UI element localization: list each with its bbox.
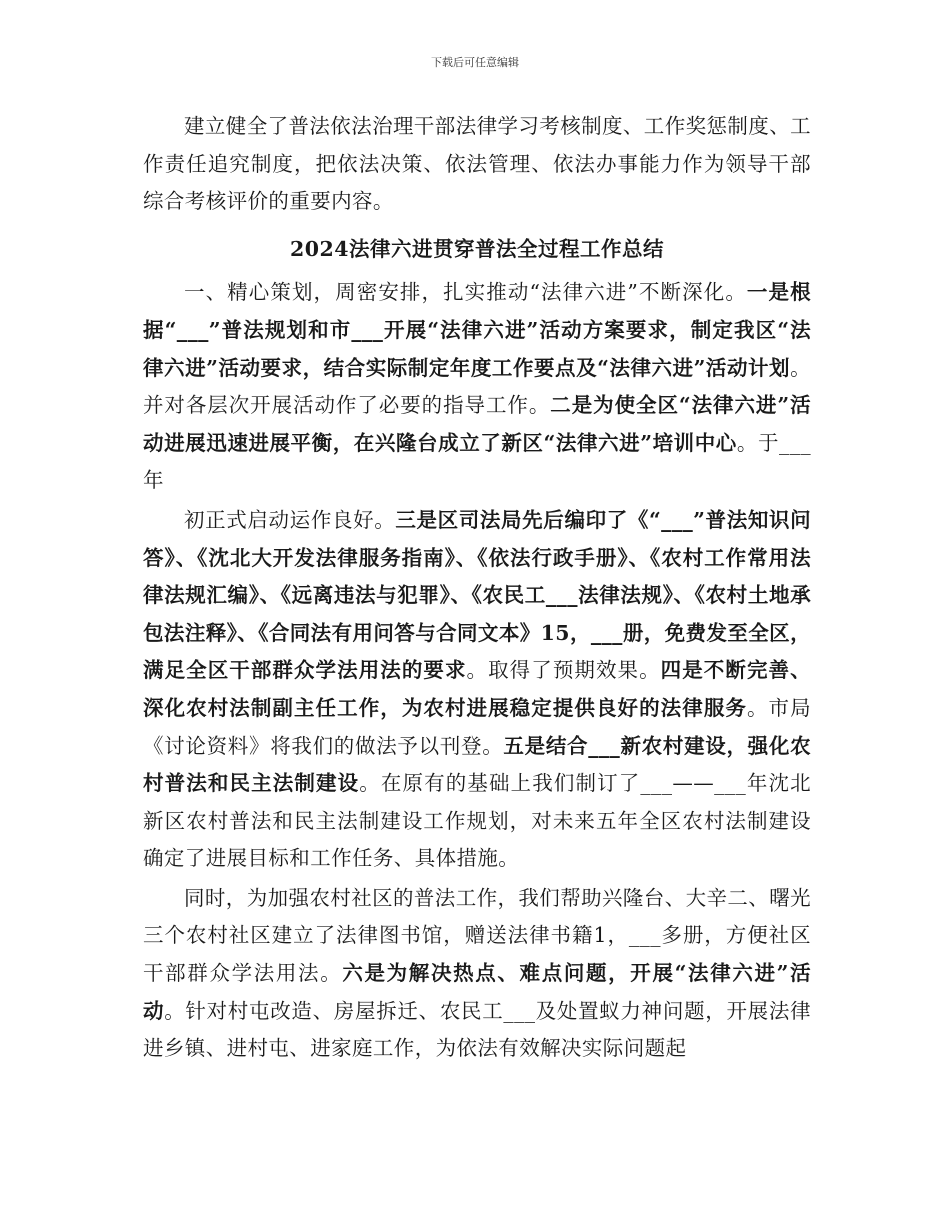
sentence: 。取得了预期效果。: [466, 658, 661, 683]
bold-sentence: 三是区司法局先后编印了《“___”普法知识问答》、《沈北大开发法律服务指南》、《依法行政手册》、《农村工作常用法律法规汇编》、《远离违法与犯罪》、《农民工___法律法规》、《农村土地承包法注释》、《合同法有用问答与合同文本》15，___册，免费发至全区，满足全区干部群众学法用法的要求: [143, 507, 811, 683]
document-body: [143, 108, 811, 1068]
sentence: 。在原有的基础上我们制订了___——___年沈北新区农村普法和民主法制建设工作规划，对未来五年全区农村法制建设确定了进展目标和工作任务、具体措施。: [143, 771, 811, 871]
paragraph-intro: 建立健全了普法依法治理干部法律学习考核制度、工作奖惩制度、工作责任追究制度，把依法决策、依法管理、依法办事能力作为领导干部综合考核评价的重要内容。: [143, 114, 811, 214]
bold-sentence: 五是结合___新农村建设，强化农村普法和民主法制建设: [143, 733, 811, 796]
bold-sentence: 一是根据“___”普法规划和市___开展“法律六进”活动方案要求，制定我区“法律六进”活动要求，结合实际制定年度工作要点及“法律六进”活动计划: [143, 280, 812, 380]
bold-sentence: 二是为使全区“法律六进”活动进展迅速进展平衡，在兴隆台成立了新区“法律六进”培训中心: [143, 393, 811, 455]
bold-sentence: 四是不断完善、深化农村法制副主任工作，为农村进展稳定提供良好的法律服务: [143, 658, 811, 720]
sentence: 。针对村屯改造、房屋拆迁、农民工___及处置蚁力神问题，开展法律进乡镇、进村屯、进家庭工作，为依法有效解决实际问题起: [143, 998, 811, 1061]
paragraph-section-one: [143, 274, 811, 500]
paragraph-continuation: [143, 502, 811, 878]
document-title: 2024法律六进贯穿普法全过程工作总结: [289, 236, 665, 261]
bold-sentence: 六是为解决热点、难点问题，开展“法律六进”活动: [143, 961, 811, 1023]
paragraph-community: [143, 880, 811, 1068]
sentence: 。于___年: [143, 430, 811, 493]
page-header-note: 下载后可任意编辑: [431, 56, 519, 69]
sentence: 同时，为加强农村社区的普法工作，我们帮助兴隆台、大辛二、曙光三个农村社区建立了法律图书馆，赠送法律书籍1，___多册，方便社区干部群众学法用法。: [143, 885, 811, 986]
sentence: 。并对各层次开展活动作了必要的指导工作。: [143, 355, 811, 418]
sentence: 。市局《讨论资料》将我们的做法予以刊登。: [143, 695, 811, 758]
sentence: 初正式启动运作良好。: [184, 507, 396, 532]
sentence: 一、精心策划，周密安排，扎实推动“法律六进”不断深化。: [184, 280, 747, 305]
